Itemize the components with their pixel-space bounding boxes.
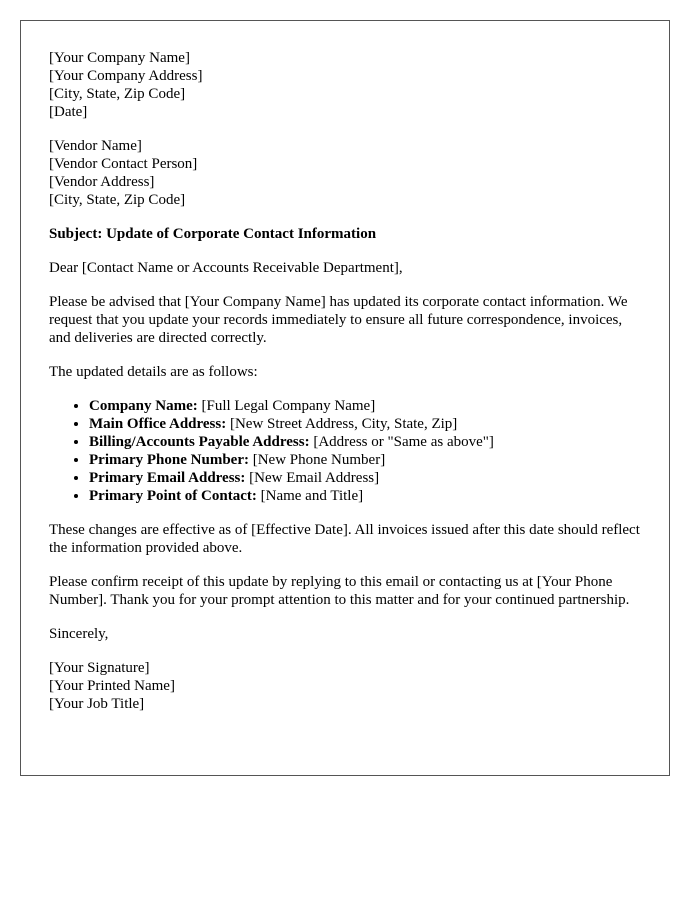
recipient-block (49, 137, 647, 209)
letter-page (20, 20, 670, 776)
letter-date: [Date] (49, 104, 88, 120)
detail-value: [Address or "Same as above"] (309, 434, 494, 450)
detail-item-billing-address (89, 433, 647, 451)
job-title: [Your Job Title] (49, 696, 145, 712)
intro-paragraph: Please be advised that [Your Company Name] has updated its corporate contact information. We request that you update your records immediately to ensure all future correspondence, invoices, and deliveries are directed correctly. (49, 294, 628, 346)
sender-city-state-zip: [City, State, Zip Code] (49, 86, 186, 102)
detail-label: Primary Email Address: (89, 470, 246, 486)
closing: Sincerely, (49, 626, 109, 642)
subject-text: Subject: Update of Corporate Contact Information (49, 226, 377, 242)
details-list (49, 397, 647, 505)
confirm-receipt-paragraph: Please confirm receipt of this update by replying to this email or contacting us at [Your Phone Number]. Thank you for your prompt attention to this matter and for your continued partnership. (49, 574, 630, 608)
sender-block (49, 49, 647, 121)
detail-label: Primary Point of Contact: (89, 488, 257, 504)
detail-label: Billing/Accounts Payable Address: (89, 434, 310, 450)
vendor-name: [Vendor Name] (49, 138, 142, 154)
detail-item-company-name (89, 397, 647, 415)
detail-item-phone-number (89, 451, 647, 469)
details-intro: The updated details are as follows: (49, 364, 258, 380)
vendor-city-state-zip: [City, State, Zip Code] (49, 192, 186, 208)
detail-label: Primary Phone Number: (89, 452, 249, 468)
detail-value: [Full Legal Company Name] (197, 398, 376, 414)
detail-item-point-of-contact (89, 487, 647, 505)
signature-block (49, 659, 647, 713)
signature: [Your Signature] (49, 660, 150, 676)
vendor-contact-person: [Vendor Contact Person] (49, 156, 198, 172)
detail-value: [New Street Address, City, State, Zip] (226, 416, 458, 432)
printed-name: [Your Printed Name] (49, 678, 175, 694)
detail-value: [New Email Address] (245, 470, 380, 486)
detail-item-main-office-address (89, 415, 647, 433)
effective-date-paragraph: These changes are effective as of [Effective Date]. All invoices issued after this date should reflect the information provided above. (49, 522, 640, 556)
sender-company-address: [Your Company Address] (49, 68, 203, 84)
detail-value: [Name and Title] (256, 488, 364, 504)
detail-label: Company Name: (89, 398, 198, 414)
detail-item-email-address (89, 469, 647, 487)
subject-line (49, 225, 647, 243)
sender-company-name: [Your Company Name] (49, 50, 190, 66)
vendor-address: [Vendor Address] (49, 174, 155, 190)
detail-value: [New Phone Number] (248, 452, 386, 468)
salutation: Dear [Contact Name or Accounts Receivable Department], (49, 260, 403, 276)
detail-label: Main Office Address: (89, 416, 227, 432)
